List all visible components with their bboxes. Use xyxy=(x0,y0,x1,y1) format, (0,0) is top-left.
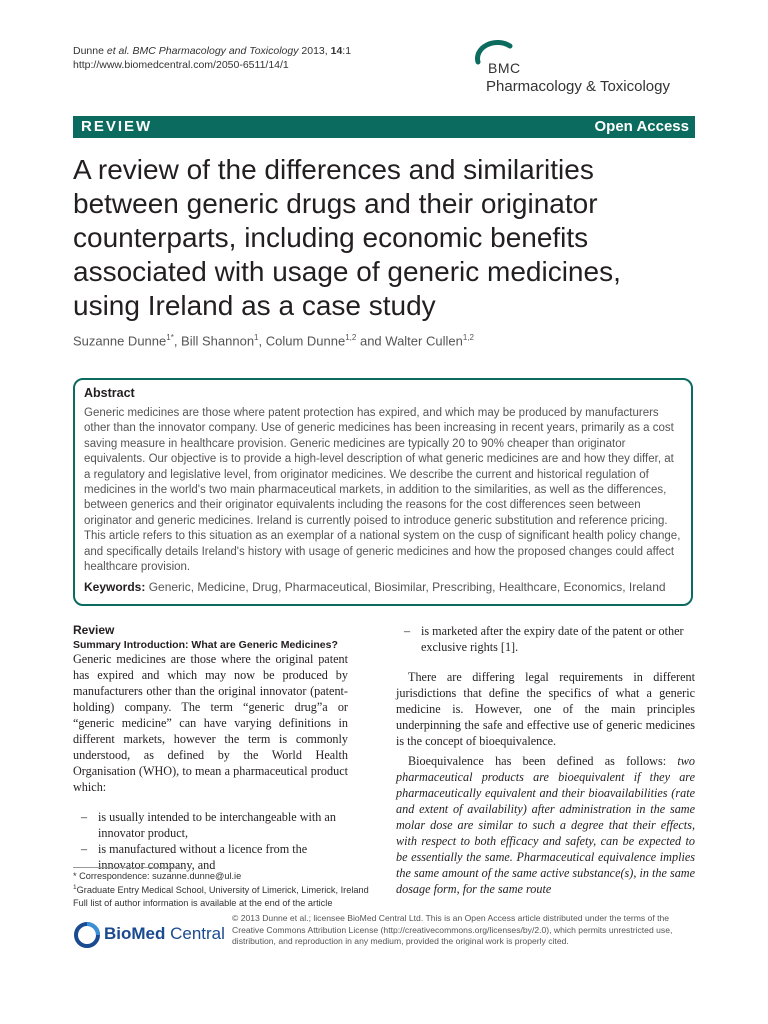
body-column-left xyxy=(73,623,348,873)
citation-year: 2013, xyxy=(298,45,331,57)
list-item-text: is usually intended to be interchangeable with an innovator product, xyxy=(98,810,336,840)
keywords-list: Generic, Medicine, Drug, Pharmaceutical, Biosimilar, Prescribing, Healthcare, Economics, Ireland xyxy=(148,580,666,595)
bioequivalence-definition: two pharmaceutical products are bioequivalent if they are pharmaceutically equivalent and their bioavailabilities (rate and extent of availability) after administration in the same molar dose are similar to such a degree that their effects, with respect to both efficacy and safety, can be expected to be essentially the same. Pharmaceutical equivalence implies the same amount of the same active substance(s), in the same dosage form, for the same route xyxy=(396,754,695,896)
correspondence: * Correspondence: suzanne.dunne@ul.ie xyxy=(73,871,242,881)
author-name: Suzanne Dunne xyxy=(73,333,167,349)
footnote-divider xyxy=(73,867,183,868)
abstract-box xyxy=(73,378,693,606)
journal-logo xyxy=(474,40,704,100)
list-item xyxy=(73,841,348,873)
biomed-central-circle-icon xyxy=(73,921,101,949)
central-text: Central xyxy=(165,924,225,943)
body-paragraph xyxy=(396,753,695,897)
bioequivalence-lead: Bioequivalence has been defined as follows: xyxy=(408,754,678,768)
abstract-text: Generic medicines are those where patent protection has expired, and which may be produced by manufacturers other than the innovator company. Use of generic medicines has been increasing in recent years, primarily as a cost saving measure in healthcare provision. Generic medicines are typically 20 to 90% cheaper than originator equivalents. Our objective is to provide a high-level description of what generic medicines are and how they differ, at a regulatory and legislative level, from originator medicines. We describe the current and historical regulation of medicines in the world's two main pharmaceutical markets, in addition to the similarities, as well as the differences, between generics and their originator equivalents including the reasons for the cost differences seen between originator and generic medicines. Ireland is currently poised to introduce generic substitution and reference pricing. This article refers to this situation as an exemplar of a national system on the cusp of significant health policy change, and specifically details Ireland's history with usage of generic medicines and how the proposed changes could affect healthcare provision. xyxy=(84,407,681,574)
list-item xyxy=(73,809,348,841)
dash-bullet: – xyxy=(81,842,88,856)
affiliation-number: 1 xyxy=(73,884,77,892)
citation xyxy=(73,44,351,72)
author-affiliation: 1,2 xyxy=(345,333,357,342)
body-column-right xyxy=(396,623,695,897)
author-list xyxy=(73,333,474,348)
list-item-text: is marketed after the expiry date of the patent or other exclusive rights [1]. xyxy=(421,624,684,654)
citation-volume: 14 xyxy=(330,45,343,57)
dash-bullet: – xyxy=(404,624,411,638)
author-name: Bill Shannon xyxy=(181,333,255,349)
author-affiliation: 1,2 xyxy=(462,333,474,342)
body-paragraph: Generic medicines are those where the original patent has expired and which may now be produced by manufacturers other than the original innovator (patent-holding) company. The term “generic drug”a or “generic medicine” can have varying definitions in different markets, however the term is commonly understood, as defined by the World Health Organisation (WHO), to mean a pharmaceutical product which: xyxy=(73,652,348,794)
journal-name: Pharmacology & Toxicology xyxy=(486,78,670,95)
definition-list-continued xyxy=(396,623,695,655)
subsection-heading: Summary Introduction: What are Generic Medicines? xyxy=(73,639,338,651)
license-text: © 2013 Dunne et al.; licensee BioMed Central Ltd. This is an Open Access article distributed under the terms of the Creative Commons Attribution License (http://creativecommons.org/licenses/by/2.0), which permits unrestricted use, distribution, and reproduction in any medium, provided the original work is properly cited. xyxy=(232,913,673,947)
citation-url-link[interactable]: http://www.biomedcentral.com/2050-6511/14/1 xyxy=(73,59,289,71)
journal-logo-bmc: BMC xyxy=(488,60,521,76)
author-affiliation: 1 xyxy=(254,333,259,342)
footnotes xyxy=(73,870,393,909)
author-affiliation: 1* xyxy=(166,333,174,342)
article-title: A review of the differences and similarities between generic drugs and their originator counterparts, including economic benefits associated with usage of generic medicines, using Ireland as a case study xyxy=(73,154,621,321)
abstract-heading: Abstract xyxy=(84,386,135,400)
citation-issue: :1 xyxy=(342,45,352,57)
definition-list xyxy=(73,809,348,873)
citation-authors: Dunne xyxy=(73,45,107,57)
article-type-label: REVIEW xyxy=(81,118,153,135)
biomed-central-logo xyxy=(73,918,228,952)
section-heading: Review xyxy=(73,623,115,637)
affiliation-text: Graduate Entry Medical School, University of Limerick, Limerick, Ireland xyxy=(76,885,369,896)
biomed-central-wordmark xyxy=(104,924,225,944)
author-name: Colum Dunne xyxy=(265,333,346,349)
keywords-label: Keywords: xyxy=(84,580,146,595)
body-paragraph: There are differing legal requirements in different jurisdictions that define the specifics of what a generic medicine is. However, one of the main principles underpinning the safe and effective use of generic medicines is the concept of bioequivalence. xyxy=(396,670,695,748)
list-item-text: is manufactured without a licence from the innovator company, and xyxy=(98,842,308,872)
open-access-label: Open Access xyxy=(594,118,689,135)
author-separator: , xyxy=(173,333,182,349)
dash-bullet: – xyxy=(81,810,88,824)
affiliation xyxy=(73,882,393,896)
citation-journal: et al. BMC Pharmacology and Toxicology xyxy=(106,45,299,57)
biomed-text: BioMed xyxy=(104,924,166,943)
author-separator: and xyxy=(356,333,386,349)
list-item xyxy=(396,623,695,655)
author-info-note: Full list of author information is available at the end of the article xyxy=(73,897,333,908)
article-type-banner xyxy=(73,116,695,138)
keywords xyxy=(84,580,682,594)
author-name: Walter Cullen xyxy=(385,333,463,349)
author-separator: , xyxy=(258,333,266,349)
